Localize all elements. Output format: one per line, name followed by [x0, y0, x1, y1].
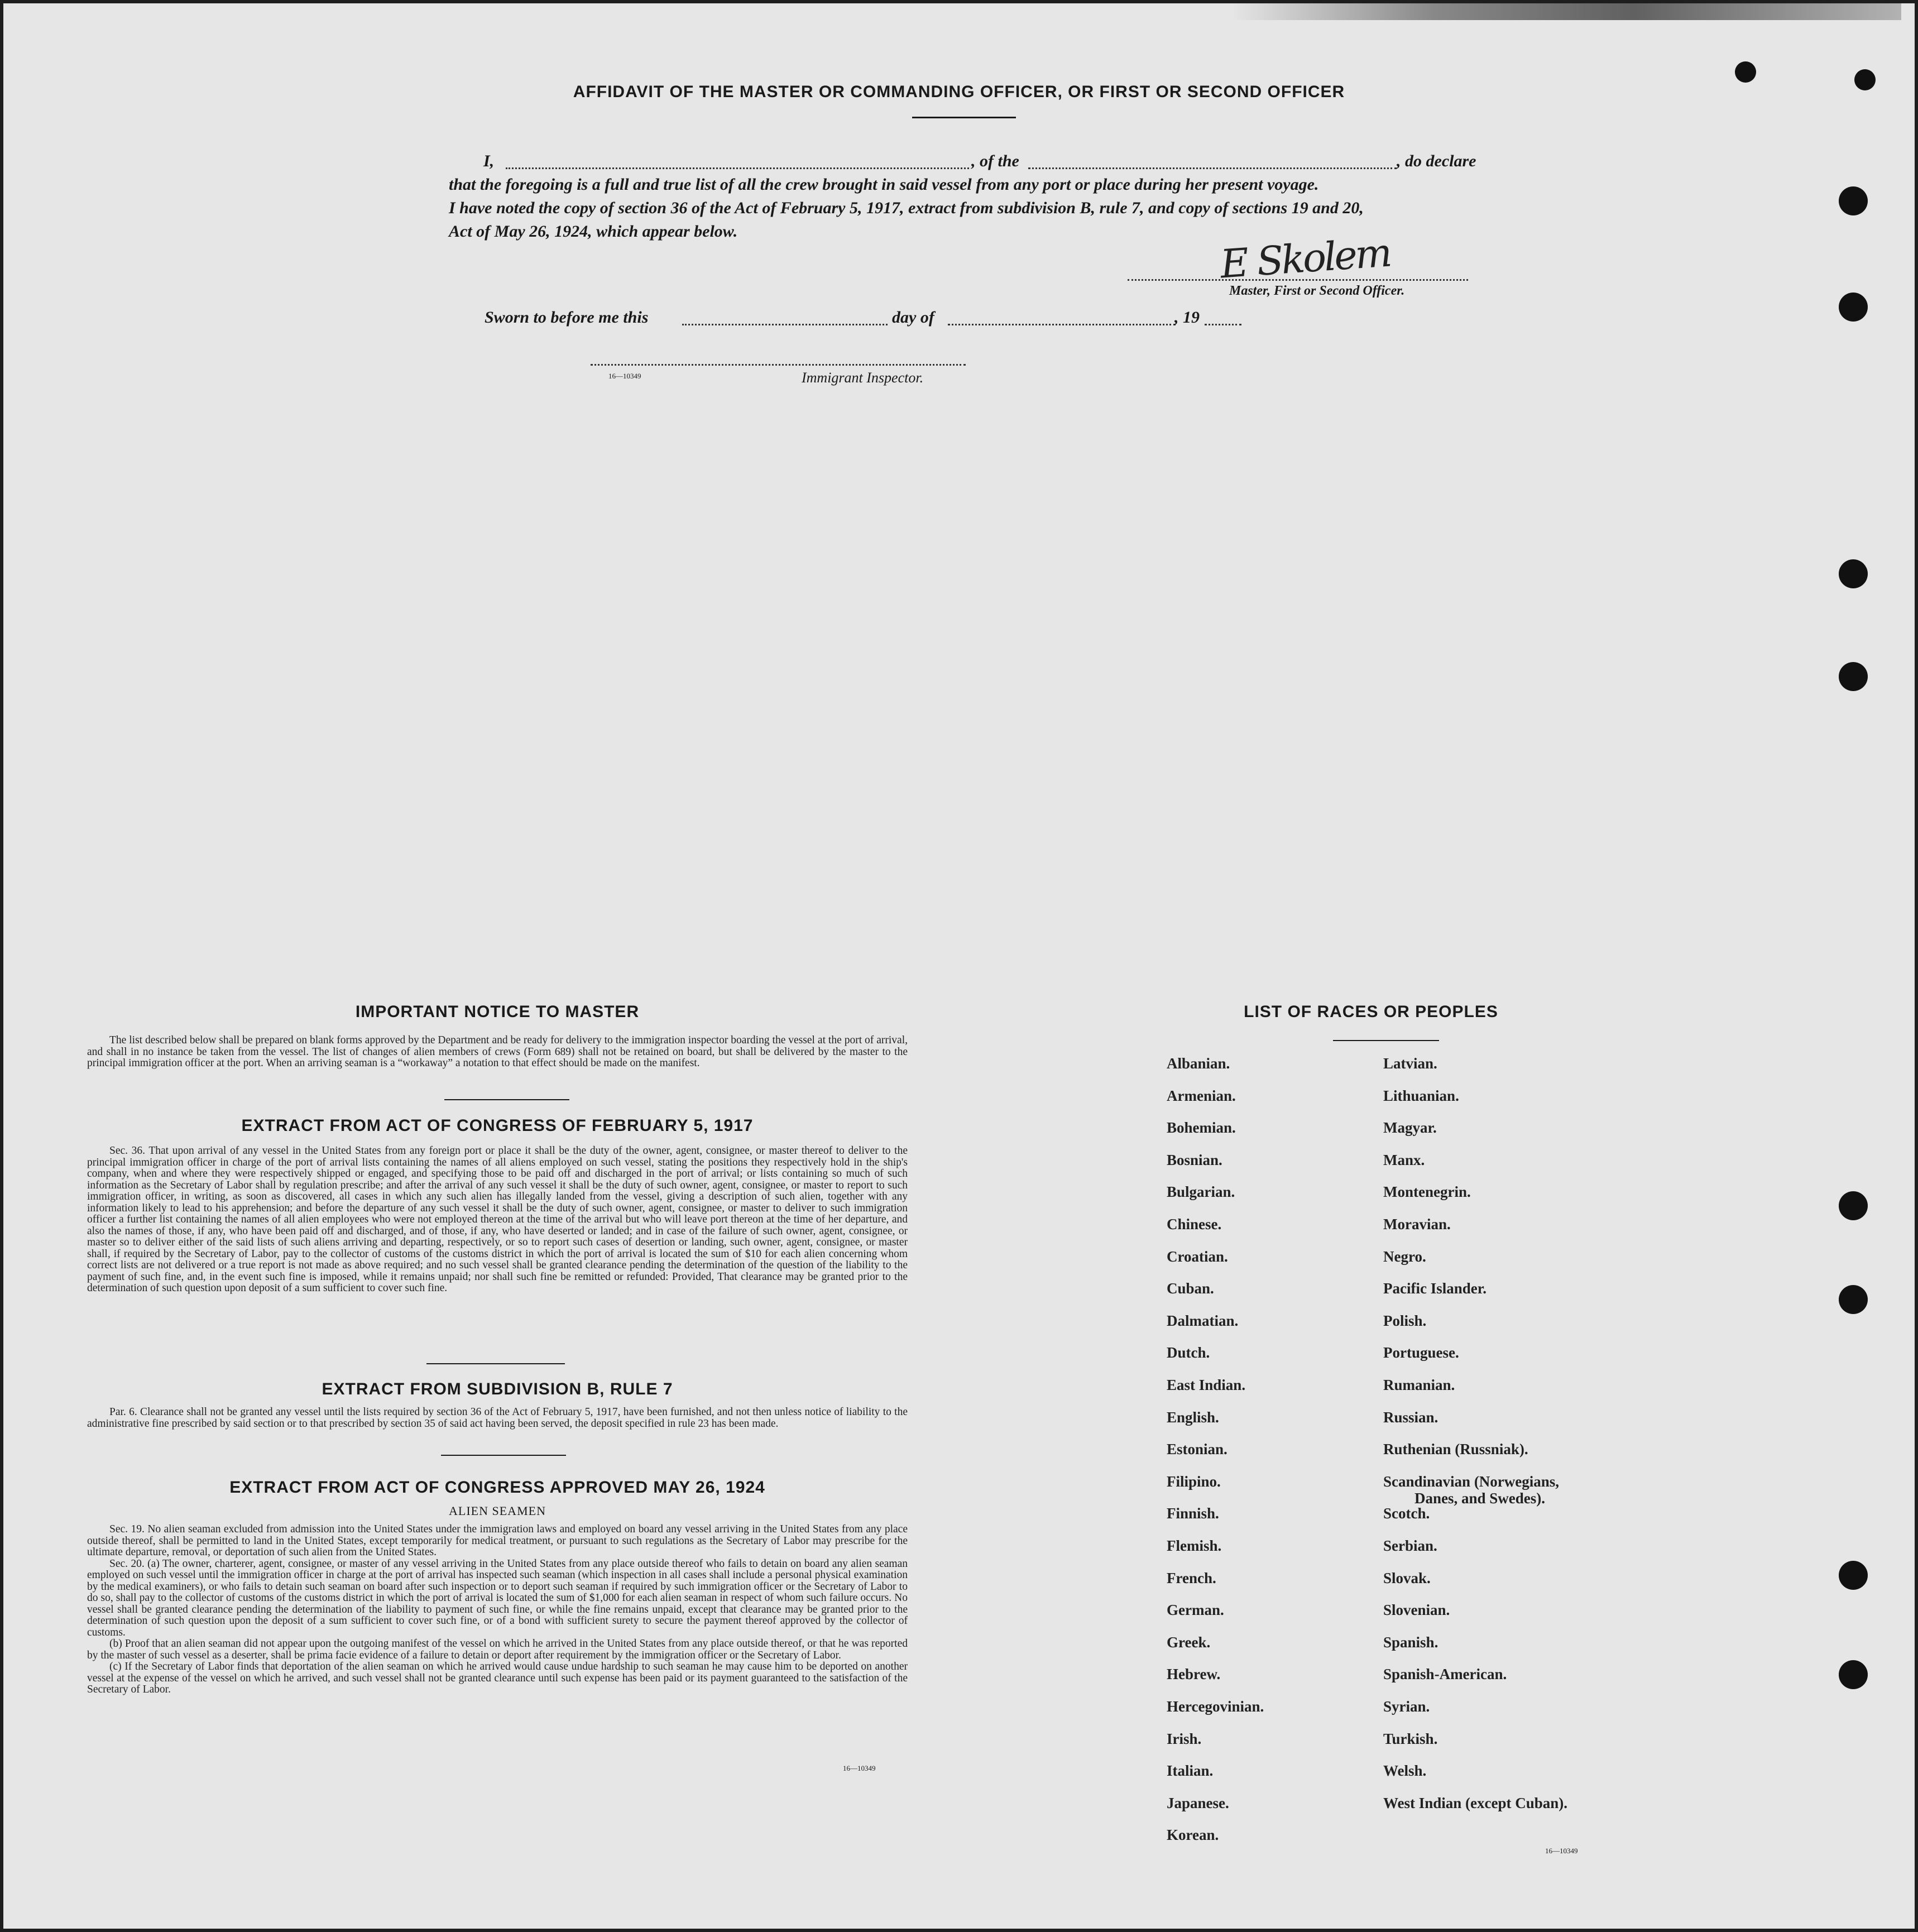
- race-item: Spanish-American.: [1383, 1666, 1507, 1682]
- race-item: Scandinavian (Norwegians,: [1383, 1473, 1560, 1490]
- race-item: Ruthenian (Russniak).: [1383, 1441, 1528, 1458]
- race-item: Hercegovinian.: [1167, 1698, 1264, 1715]
- affidavit-line3: I have noted the copy of section 36 of the Act of February 5, 1917, extract from subdivision B, rule 7, and copy of sections 19 and 20,: [449, 199, 1364, 217]
- section-36-paragraph: Sec. 36. That upon arrival of any vessel in the United States from any foreign port or place it shall be the duty of the owner, agent, consignee, or master thereof to deliver to the principal immigration officer in charge of the port of arrival lists containing the names of all aliens employed on such vessel, stating the positions they respectively hold in the ship's company, when and where they were respectively shipped or engaged, and specifying those to be paid off and discharged in the port of arrival; or lists containing so much of such information as the Secretary of Labor shall by regulation prescribe; and after the arrival of any such vessel it shall be the duty of such owner, agent, consignee, or master to report to such immigration officer, in writing, as soon as discovered, all cases in which any such alien has illegally landed from the vessel, giving a description of such alien, together with any information likely to lead to his apprehension; and before the departure of any such vessel it shall be the duty of such owner, agent, consignee, or master to deliver to such immigration officer a further list containing the names of all alien employees who were not employed thereon at the time of the arrival but who will leave port thereon at the time of her departure, and also the names of those, if any, who have been paid off and discharged, and of those, if any, who have deserted or landed; and in case of the failure of such owner, agent, consignee, or master so to deliver either of the said lists of such aliens arriving and departing, respectively, or so to report such cases of desertion or landing, such owner, agent, consignee, or master shall, if required by the Secretary of Labor, pay to the collector of customs of the customs district in which the port of arrival is located the sum of $10 for each alien concerning whom correct lists are not delivered or a true report is not made as above required; and no such vessel shall be granted clearance pending the determination of the question of the liability to the payment of such fine, and, in the event such fine is imposed, while it remains unpaid; nor shall such fine be remitted or refunded: Provided, That clearance may be granted prior to the determination of such question upon deposit of a sum sufficient to cover such fine.: [87, 1145, 908, 1294]
- day-blank: [682, 324, 888, 325]
- binder-hole-icon: [1839, 186, 1868, 215]
- binder-hole-icon: [1735, 61, 1756, 83]
- race-item: Dutch.: [1167, 1344, 1210, 1361]
- race-item: Estonian.: [1167, 1441, 1227, 1458]
- form-number: 16—10349: [1545, 1847, 1578, 1855]
- binder-hole-icon: [1839, 1561, 1868, 1590]
- race-item: Korean.: [1167, 1826, 1219, 1843]
- race-item: Filipino.: [1167, 1473, 1221, 1490]
- race-item: Portuguese.: [1383, 1344, 1459, 1361]
- signature-caption: Master, First or Second Officer.: [1229, 284, 1405, 298]
- race-item: Latvian.: [1383, 1055, 1437, 1072]
- notice-paragraph: The list described below shall be prepared on blank forms approved by the Department and be ready for delivery to the immigration inspector boarding the vessel at the port of arrival, and shall in no instance be taken from the vessel. The list of changes of alien members of crews (Form 689) shall not be retained on board, but shall be delivered by the master to the principal immigration officer at the port. When an arriving seaman is a “workaway” a notation to that effect should be made on the manifest.: [87, 1034, 908, 1069]
- extract-1924-title: EXTRACT FROM ACT OF CONGRESS APPROVED MAY 26, 1924: [229, 1478, 765, 1497]
- race-item: Rumanian.: [1383, 1377, 1455, 1393]
- race-item: Flemish.: [1167, 1537, 1222, 1554]
- year-blank: [1205, 324, 1241, 325]
- race-item: Magyar.: [1383, 1119, 1437, 1136]
- race-item: Danes, and Swedes).: [1414, 1490, 1546, 1507]
- rule-7-text: [87, 1407, 908, 1430]
- alien-seamen-subtitle: ALIEN SEAMEN: [449, 1504, 546, 1518]
- binder-hole-icon: [1839, 1191, 1868, 1220]
- race-item: English.: [1167, 1409, 1219, 1426]
- race-item: Cuban.: [1167, 1280, 1214, 1297]
- race-item: Bohemian.: [1167, 1119, 1236, 1136]
- affidavit-of-the: , of the: [971, 152, 1019, 170]
- extract-1917-text: [87, 1145, 908, 1295]
- race-item: Italian.: [1167, 1762, 1214, 1779]
- name-blank: [506, 167, 969, 169]
- race-item: Welsh.: [1383, 1762, 1427, 1779]
- inspector-line: [591, 364, 966, 366]
- race-item: West Indian (except Cuban).: [1383, 1795, 1568, 1811]
- race-item: Greek.: [1167, 1634, 1211, 1651]
- binder-hole-icon: [1839, 559, 1868, 588]
- binder-hole-icon: [1839, 1285, 1868, 1314]
- race-item: Armenian.: [1167, 1087, 1236, 1104]
- race-item: Japanese.: [1167, 1795, 1229, 1811]
- section-20a-paragraph: Sec. 20. (a) The owner, charterer, agent, consignee, or master of any vessel arriving in the United States from any place outside thereof who fails to detain on board any alien seaman employed on such vessel until the immigration officer in charge at the port of arrival has inspected such seaman (which inspection in all cases shall include a personal physical examination by the medical examiners), or who fails to detain such seaman on board after such inspection or to deport such seaman if required by such immigration officer or the Secretary of Labor to do so, shall pay to the collector of customs of the customs district in which the port of arrival is located the sum of $1,000 for each alien seaman in respect of whom such failure occurs. No vessel shall be granted clearance pending the determination of the liability to payment of such fine, or while the fine remains unpaid, except that clearance may be granted prior to the determination of such question upon the deposit of a sum sufficient to cover such fine, or of a bond with sufficient surety to secure the payment thereof approved by the collector of customs.: [87, 1557, 908, 1638]
- races-title: LIST OF RACES OR PEOPLES: [1244, 1003, 1498, 1021]
- race-item: Croatian.: [1167, 1248, 1228, 1265]
- master-signature: E Skolem: [1219, 229, 1392, 287]
- race-item: Slovenian.: [1383, 1602, 1450, 1618]
- form-number: 16—10349: [843, 1764, 876, 1772]
- race-item: Chinese.: [1167, 1216, 1222, 1233]
- affidavit-title: AFFIDAVIT OF THE MASTER OR COMMANDING OFFICER, OR FIRST OR SECOND OFFICER: [573, 83, 1345, 101]
- race-item: Moravian.: [1383, 1216, 1451, 1233]
- race-item: Manx.: [1383, 1152, 1425, 1168]
- day-of-label: day of: [892, 308, 934, 327]
- form-number: 16—10349: [608, 372, 641, 380]
- notice-text: [87, 1035, 908, 1070]
- binder-hole-icon: [1839, 662, 1868, 691]
- affidavit-declare: , do declare: [1397, 152, 1476, 170]
- races-divider: [1333, 1040, 1439, 1041]
- race-item: Bulgarian.: [1167, 1183, 1235, 1200]
- binder-hole-icon: [1839, 293, 1868, 322]
- section-20b-paragraph: (b) Proof that an alien seaman did not appear upon the outgoing manifest of the vessel on which he arrived in the United States from any place outside thereof, or that he was reported by the master of such vessel as a deserter, shall be prima facie evidence of a failure to detain or deport after requirement by the immigration officer or the Secretary of Labor.: [87, 1638, 908, 1661]
- affidavit-line2: that the foregoing is a full and true list of all the crew brought in said vessel from any port or place during her present voyage.: [449, 175, 1319, 194]
- race-item: Irish.: [1167, 1730, 1202, 1747]
- race-item: Spanish.: [1383, 1634, 1438, 1651]
- race-item: East Indian.: [1167, 1377, 1246, 1393]
- sworn-label: Sworn to before me this: [485, 308, 649, 327]
- title-divider: [912, 117, 1016, 118]
- race-item: Hebrew.: [1167, 1666, 1221, 1682]
- par-6-paragraph: Par. 6. Clearance shall not be granted any vessel until the lists required by section 36 of the Act of February 5, 1917, have been furnished, and not then unless notice of liability to the administrative fine prescribed by said section or to that prescribed by section 35 of said act having been served, the deposit specified in rule 23 has been made.: [87, 1406, 908, 1430]
- rule-7-title: EXTRACT FROM SUBDIVISION B, RULE 7: [322, 1380, 673, 1398]
- section-divider: [441, 1455, 566, 1456]
- race-item: Albanian.: [1167, 1055, 1230, 1072]
- affidavit-line4: Act of May 26, 1924, which appear below.: [449, 222, 738, 241]
- section-19-paragraph: Sec. 19. No alien seaman excluded from admission into the United States under the immigration laws and employed on board any vessel arriving in the United States from any place outside thereof, shall be permitted to land in the United States, except temporarily for medical treatment, or pursuant to such regulations as the Secretary of Labor may prescribe for the ultimate departure, removal, or deportation of such alien from the United States.: [87, 1523, 908, 1558]
- race-item: Pacific Islander.: [1383, 1280, 1487, 1297]
- race-item: Lithuanian.: [1383, 1087, 1459, 1104]
- affidavit-i: I,: [483, 152, 495, 170]
- race-item: Russian.: [1383, 1409, 1438, 1426]
- extract-1924-text: [87, 1524, 908, 1696]
- race-item: Montenegrin.: [1383, 1183, 1471, 1200]
- race-item: Finnish.: [1167, 1505, 1219, 1522]
- signature-line: [1128, 279, 1468, 281]
- section-divider: [444, 1099, 569, 1100]
- binder-hole-icon: [1839, 1660, 1868, 1689]
- race-item: Negro.: [1383, 1248, 1426, 1265]
- race-item: Serbian.: [1383, 1537, 1437, 1554]
- scan-smudge: [1231, 3, 1901, 20]
- inspector-caption: Immigrant Inspector.: [802, 370, 924, 386]
- race-item: French.: [1167, 1570, 1216, 1586]
- race-item: Bosnian.: [1167, 1152, 1222, 1168]
- vessel-blank: [1028, 167, 1397, 169]
- notice-title: IMPORTANT NOTICE TO MASTER: [355, 1003, 640, 1021]
- race-item: Dalmatian.: [1167, 1312, 1239, 1329]
- year-prefix: , 19: [1174, 308, 1200, 327]
- section-20c-paragraph: (c) If the Secretary of Labor finds that deportation of the alien seaman on which he arrived would cause undue hardship to such seaman he may cause him to be deported on another vessel at the expense of the vessel on which he arrived, and such vessel shall not be granted clearance until such expense has been paid or its payment guaranteed to the satisfaction of the Secretary of Labor.: [87, 1661, 908, 1695]
- extract-1917-title: EXTRACT FROM ACT OF CONGRESS OF FEBRUARY 5, 1917: [241, 1116, 754, 1135]
- race-item: Polish.: [1383, 1312, 1427, 1329]
- section-divider: [426, 1363, 565, 1364]
- race-item: Turkish.: [1383, 1730, 1438, 1747]
- race-item: Syrian.: [1383, 1698, 1430, 1715]
- month-blank: [948, 324, 1176, 325]
- race-item: German.: [1167, 1602, 1224, 1618]
- race-item: Scotch.: [1383, 1505, 1430, 1522]
- document-page: [3, 3, 1915, 1929]
- race-item: Slovak.: [1383, 1570, 1431, 1586]
